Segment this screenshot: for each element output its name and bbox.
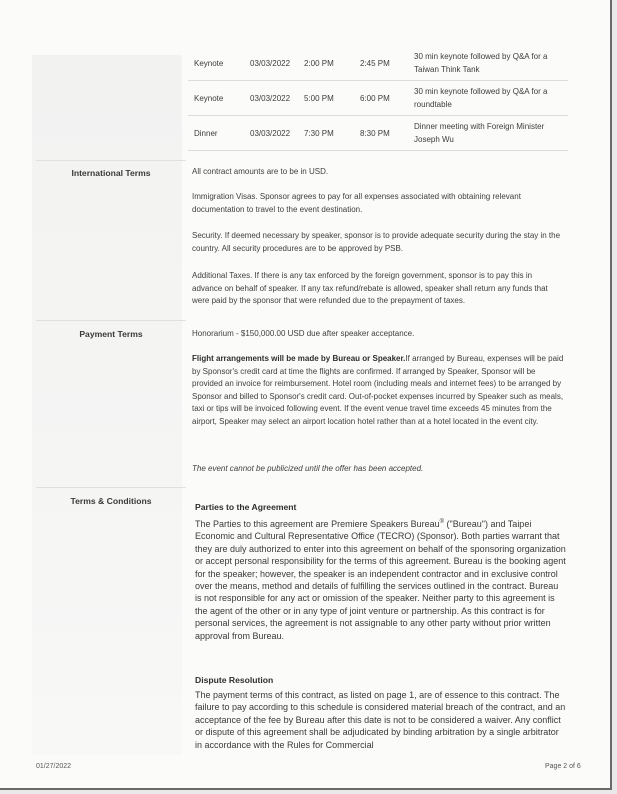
schedule-table — [188, 46, 568, 151]
body-paragraph: Additional Taxes. If there is any tax enforced by the foreign government, sponsor is to pay this in advance on behalf of speaker. If any tax refund/rebate is allowed, speaker shall return any funds that were paid by the sponsor that were refunded due to the prepayment of taxes. — [192, 271, 548, 306]
parties-paragraph — [195, 516, 567, 642]
schedule-date: 03/03/2022 — [250, 129, 291, 138]
parties-text-start: The Parties to this agreement are Premiere Speakers Bureau — [195, 519, 440, 529]
schedule-end: 8:30 PM — [360, 129, 390, 138]
body-paragraph: Immigration Visas. Sponsor agrees to pay for all expenses associated with obtaining relevant documentation to travel to the event destination. — [192, 192, 521, 214]
schedule-start: 7:30 PM — [304, 129, 334, 138]
section-divider — [36, 320, 186, 321]
dispute-heading: Dispute Resolution — [195, 675, 274, 685]
flight-arrangements-bold: Flight arrangements will be made by Bureau or Speaker. — [192, 354, 406, 363]
parties-heading: Parties to the Agreement — [195, 502, 297, 512]
schedule-description: 30 min keynote followed by Q&A for a Taiwan Think Tank — [414, 52, 548, 74]
table-row — [188, 116, 568, 151]
schedule-end: 6:00 PM — [360, 94, 390, 103]
body-paragraph: Security. If deemed necessary by speaker, sponsor is to provide adequate security during the stay in the country. All security procedures are to be approved by PSB. — [192, 231, 561, 253]
schedule-type: Keynote — [194, 94, 224, 103]
body-paragraph: All contract amounts are to be in USD. — [192, 167, 329, 176]
footer-page-number: Page 2 of 6 — [545, 763, 581, 770]
footer-date: 01/27/2022 — [36, 763, 72, 770]
schedule-date: 03/03/2022 — [250, 94, 291, 103]
flight-arrangements-text: If arranged by Bureau, expenses will be paid by Sponsor's credit card at time the flights are confirmed. If arranged by Speaker, Sponsor will be provided an invoice for reimbursement. Hotel room (including meals and internet fees) to be arranged by Sponsor and billed to Sponsor's credit card. Out-of-pocket expenses incurred by Speaker such as meals, taxi or tips will be invoiced following event. If the event venue travel time exceeds 45 minutes from the airport, Speaker may select an airport location hotel rather than at a hotel located in the event city. — [192, 354, 564, 426]
schedule-start: 5:00 PM — [304, 94, 334, 103]
schedule-end: 2:45 PM — [360, 59, 390, 68]
section-label-terms-conditions: Terms & Conditions — [70, 496, 152, 506]
flight-arrangements-paragraph — [192, 353, 564, 429]
honorarium-text: Honorarium - $150,000.00 USD due after speaker acceptance. — [192, 329, 415, 338]
schedule-date: 03/03/2022 — [250, 59, 291, 68]
table-row — [188, 81, 568, 116]
schedule-description: 30 min keynote followed by Q&A for a roundtable — [414, 87, 548, 109]
schedule-start: 2:00 PM — [304, 59, 334, 68]
section-label-international-terms: International Terms — [71, 168, 151, 178]
section-divider — [36, 487, 186, 488]
schedule-description: Dinner meeting with Foreign Minister Joseph Wu — [414, 122, 545, 144]
schedule-type: Keynote — [194, 59, 224, 68]
publicity-note: The event cannot be publicized until the offer has been accepted. — [192, 464, 424, 473]
table-row — [188, 46, 568, 81]
schedule-type: Dinner — [194, 129, 218, 138]
section-divider — [36, 160, 186, 161]
parties-text-rest: ("Bureau") and Taipei Economic and Cultural Representative Office (TECRO) (Sponsor). Both parties warrant that they are duly authorized to enter into this agreement on behalf of the sponsoring organization or accept personal responsibility for the terms of this agreement. Bureau is the booking agent for the speaker; however, the speaker is an independent contractor and in exclusive control over the means, method and details of fulfilling the services outlined in the contract. Bureau is not responsible for any act or omission of the speaker. Neither party to this agreement is the agent of the other or in any type of joint venture or partnership. As this contract is for personal services, the agreement is not assignable to any other party without prior written approval from Bureau. — [195, 519, 566, 641]
registered-mark: ® — [439, 519, 445, 525]
section-label-payment-terms: Payment Terms — [79, 329, 143, 339]
dispute-paragraph: The payment terms of this contract, as listed on page 1, are of essence to this contract. The failure to pay according to this schedule is considered material breach of the contract, and an acceptance of the fee by Bureau after this date is not to be considered a waiver. Any conflict or dispute of this agreement shall be adjudicated by binding arbitration by a single arbitrator in accordance with the Rules for Commercial — [195, 690, 566, 750]
